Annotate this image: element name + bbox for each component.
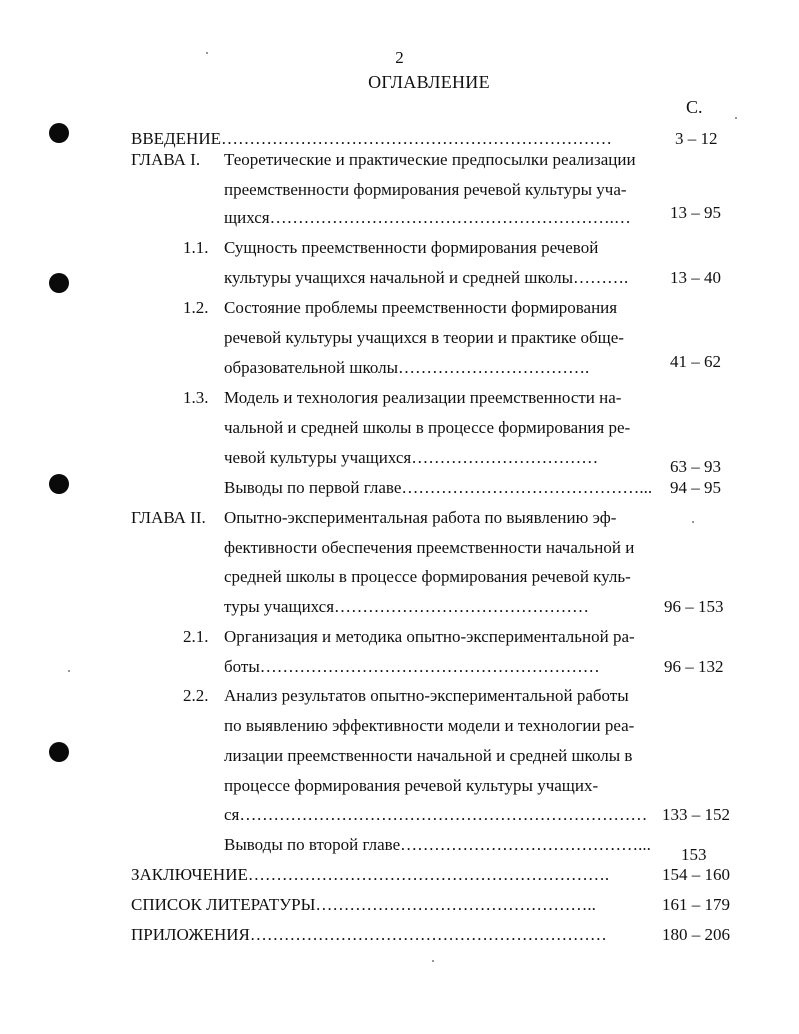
scan-speck (692, 521, 694, 523)
punch-hole-3 (49, 474, 69, 494)
toc-line: чевой культуры учащихся…………………………… (224, 448, 599, 467)
toc-line: Сущность преемственности формирования речевой (224, 238, 599, 257)
toc-page-range: 154 – 160 (662, 865, 730, 884)
toc-label: 1.3. (183, 388, 209, 407)
toc-line: Теоретические и практические предпосылки реализации (224, 150, 636, 169)
toc-page-range: 41 – 62 (670, 352, 721, 371)
toc-label: ГЛАВА II. (131, 508, 206, 527)
toc-page-range: 96 – 153 (664, 597, 724, 616)
toc-page-range: 3 – 12 (675, 129, 718, 148)
toc-line: ПРИЛОЖЕНИЯ……………………………………………………… (131, 925, 607, 944)
toc-line: процессе формирования речевой культуры учащих- (224, 776, 599, 795)
page-title: ОГЛАВЛЕНИЕ (368, 72, 490, 92)
scan-speck (68, 670, 70, 672)
toc-label: 1.2. (183, 298, 209, 317)
toc-page-range: 96 – 132 (664, 657, 724, 676)
toc-label: 2.1. (183, 627, 209, 646)
toc-line: средней школы в процессе формирования речевой куль- (224, 567, 631, 586)
toc-line: Анализ результатов опытно-экспериментальной работы (224, 686, 629, 705)
toc-label: ГЛАВА I. (131, 150, 201, 169)
toc-line: Опытно-экспериментальная работа по выявлению эф- (224, 508, 617, 527)
toc-page-range: 94 – 95 (670, 478, 721, 497)
toc-line: фективности обеспечения преемственности начальной и (224, 538, 635, 557)
page-column-header: С. (686, 97, 703, 117)
punch-hole-4 (49, 742, 69, 762)
toc-line: образовательной школы……………………………. (224, 358, 590, 377)
toc-label: 1.1. (183, 238, 209, 257)
toc-page-range: 13 – 40 (670, 268, 721, 287)
toc-line: чальной и средней школы в процессе формирования ре- (224, 418, 631, 437)
toc-page-range: 13 – 95 (670, 203, 721, 222)
toc-line: Выводы по второй главе……………………………………... (224, 835, 651, 854)
punch-hole-2 (49, 273, 69, 293)
toc-line: речевой культуры учащихся в теории и практике обще- (224, 328, 624, 347)
toc-page-range: 180 – 206 (662, 925, 730, 944)
toc-line: культуры учащихся начальной и средней школы………. (224, 268, 629, 287)
page-number: 2 (395, 48, 404, 67)
toc-line: преемственности формирования речевой культуры уча- (224, 180, 627, 199)
toc-line: Модель и технология реализации преемственности на- (224, 388, 622, 407)
toc-line: щихся…………………………………………………….… (224, 208, 631, 227)
toc-line: по выявлению эффективности модели и технологии реа- (224, 716, 635, 735)
toc-page-range: 133 – 152 (662, 805, 730, 824)
toc-label: 2.2. (183, 686, 209, 705)
toc-line: лизации преемственности начальной и средней школы в (224, 746, 633, 765)
toc-page-range: 153 (681, 845, 707, 864)
toc-line: Состояние проблемы преемственности формирования (224, 298, 618, 317)
toc-line: ВВЕДЕНИЕ…………………………………………………………… (131, 129, 612, 148)
toc-line: ЗАКЛЮЧЕНИЕ………………………………………………………. (131, 865, 610, 884)
toc-line: Организация и методика опытно-экспериментальной ра- (224, 627, 635, 646)
toc-line: туры учащихся……………………………………… (224, 597, 590, 616)
toc-line: Выводы по первой главе……………………………………... (224, 478, 653, 497)
toc-line: боты…………………………………………………… (224, 657, 600, 676)
toc-line: ся……………………………………………………………… (224, 805, 648, 824)
scan-speck (735, 117, 737, 119)
toc-line: СПИСОК ЛИТЕРАТУРЫ………………………………………….. (131, 895, 596, 914)
toc-page-range: 161 – 179 (662, 895, 730, 914)
punch-hole-1 (49, 123, 69, 143)
toc-page-range: 63 – 93 (670, 457, 721, 476)
scan-speck (432, 960, 434, 962)
